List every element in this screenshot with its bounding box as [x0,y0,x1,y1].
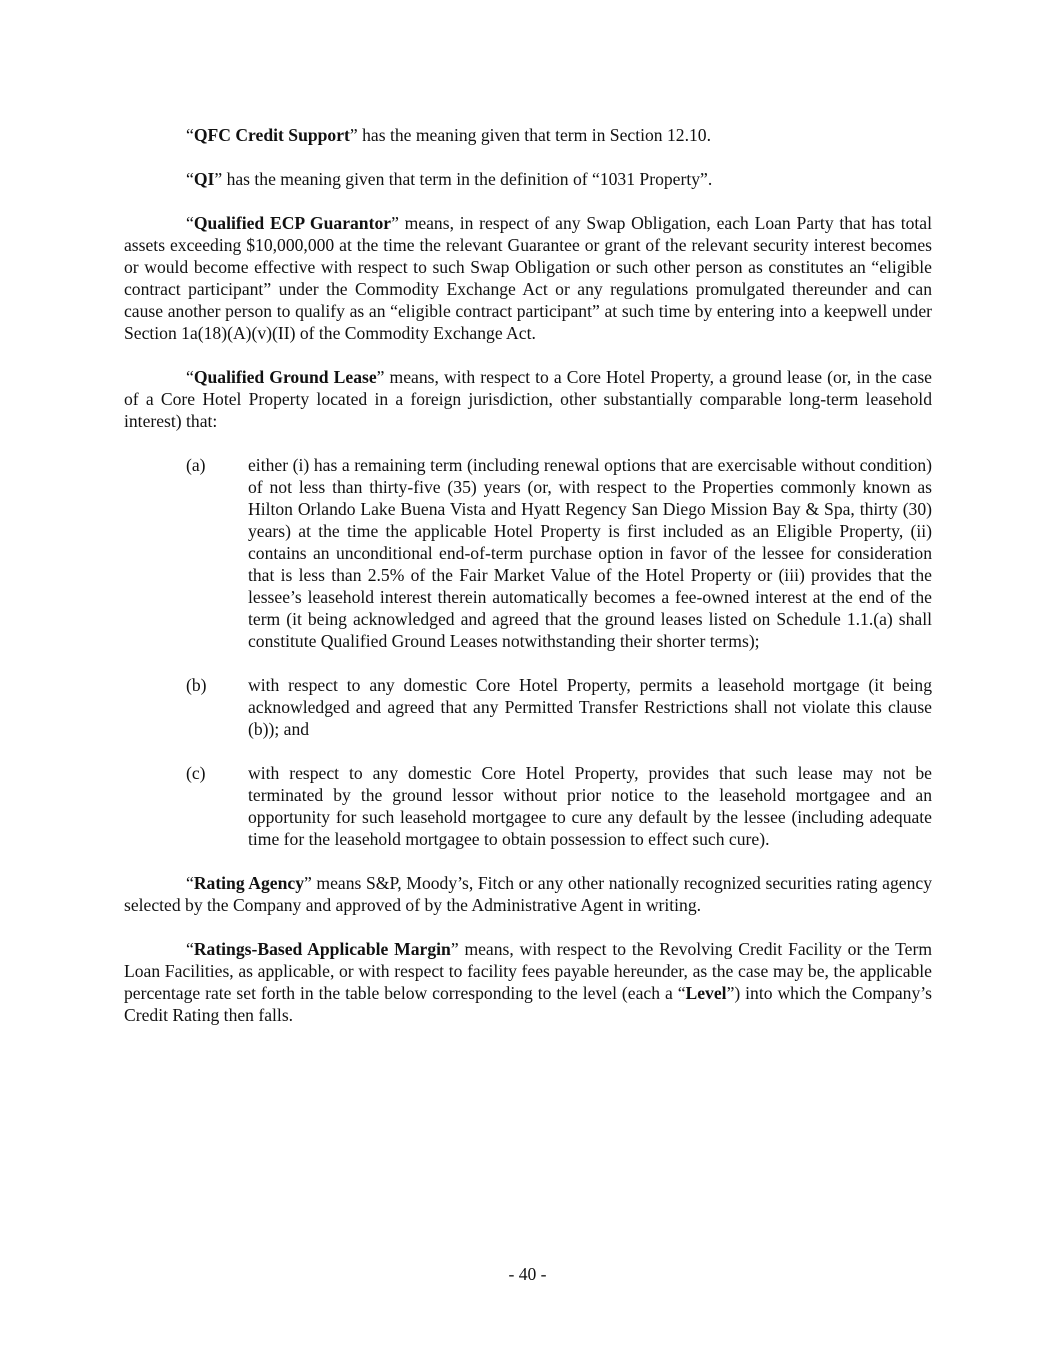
definition-text: ” means, in respect of any Swap Obligation, each Loan Party that has total assets exceeding $10,000,000 at the time the relevant Guarantee or grant of the relevant security interest becomes or would become effective with respect to such Swap Obligation or such other person as constitutes an “eligible contract participant” under the Commodity Exchange Act or any regulations promulgated thereunder and can cause another person to qualify as an “eligible contract participant” at such time by entering into a keepwell under Section 1a(18)(A)(v)(II) of the Commodity Exchange Act. [124,213,932,343]
clause-label: (a) [186,455,206,475]
definition-text: ” has the meaning given that term in Section 12.10. [349,125,711,145]
defined-term: Rating Agency [193,873,304,893]
definition-qualified-ecp-guarantor: “Qualified ECP Guarantor” means, in respect of any Swap Obligation, each Loan Party that has total assets exceeding $10,000,000 at the time the relevant Guarantee or grant of the relevant security interest becomes or would become effective with respect to such Swap Obligation or such other person as constitutes an “eligible contract participant” under the Commodity Exchange Act or any regulations promulgated thereunder and can cause another person to qualify as an “eligible contract participant” at such time by entering into a keepwell under Section 1a(18)(A)(v)(II) of the Commodity Exchange Act. [124,213,932,343]
definition-qi: “QI” has the meaning given that term in the definition of “1031 Property”. [186,169,713,189]
ground-lease-clauses [124,454,932,850]
defined-term: Ratings-Based Applicable Margin [193,939,451,959]
definition-ratings-based-applicable-margin: “Ratings-Based Applicable Margin” means, with respect to the Revolving Credit Facility or the Term Loan Facilities, as applicable, or with respect to facility fees payable hereunder, as the case may be, the applicable percentage rate set forth in the table below corresponding to the level (each a “Level”) into which the Company’s Credit Rating then falls. [124,939,932,1025]
defined-term: QI [193,169,215,189]
definition-text: ” means S&P, Moody’s, Fitch or any other nationally recognized securities rating agency selected by the Company and approved of by the Administrative Agent in writing. [124,873,932,915]
definition-text: ” means, with respect to the Revolving Credit Facility or the Term Loan Facilities, as applicable, or with respect to facility fees payable hereunder, as the case may be, the applicable percentage rate set forth in the table below corresponding to the level (each a “ [124,939,932,1003]
clause-text: with respect to any domestic Core Hotel Property, provides that such lease may not be terminated by the ground lessor without prior notice to the leasehold mortgagee and an opportunity for such leasehold mortgagee to cure any default by the lessee (including adequate time for the leasehold mortgagee to obtain possession to effect such cure). [248,763,932,849]
definition-text: ” has the meaning given that term in the definition of “1031 Property”. [214,169,713,189]
clause-label: (b) [186,675,207,695]
definition-rating-agency: “Rating Agency” means S&P, Moody’s, Fitch or any other nationally recognized securities rating agency selected by the Company and approved of by the Administrative Agent in writing. [124,873,932,915]
page-body [124,124,932,1048]
clause-item [124,674,932,740]
defined-term-level: Level [685,983,727,1003]
definition-qfc-credit-support: “QFC Credit Support” has the meaning given that term in Section 12.10. [186,125,711,145]
clause-item [124,454,932,652]
clause-label: (c) [186,763,206,783]
clause-text: with respect to any domestic Core Hotel Property, permits a leasehold mortgage (it being acknowledged and agreed that any Permitted Transfer Restrictions shall not violate this clause (b)); and [248,675,932,739]
definition-text-end: ”) into which the Company’s Credit Rating then falls. [124,983,932,1025]
definition-text: ” means, with respect to a Core Hotel Property, a ground lease (or, in the case of a Core Hotel Property located in a foreign jurisdiction, other substantially comparable long-term leasehold interest) that: [124,367,932,431]
definition-qualified-ground-lease: “Qualified Ground Lease” means, with respect to a Core Hotel Property, a ground lease (or, in the case of a Core Hotel Property located in a foreign jurisdiction, other substantially comparable long-term leasehold interest) that: [124,367,932,431]
clause-text: either (i) has a remaining term (including renewal options that are exercisable without condition) of not less than thirty-five (35) years (or, with respect to the Properties commonly known as Hilton Orlando Lake Buena Vista and Hyatt Regency San Diego Mission Bay & Spa, thirty (30) years) at the time the applicable Hotel Property is first included as an Eligible Property, (ii) contains an unconditional end-of-term purchase option in favor of the lessee for consideration that is less than 2.5% of the Fair Market Value of the Hotel Property or (iii) provides that the lessee’s leasehold interest therein automatically becomes a fee-owned interest at the end of the term (it being acknowledged and agreed that the ground leases listed on Schedule 1.1.(a) shall constitute Qualified Ground Leases notwithstanding their shorter terms); [248,455,932,651]
page-number: - 40 - [508,1264,547,1284]
defined-term: Qualified ECP Guarantor [193,213,392,233]
clause-item [124,762,932,850]
defined-term: Qualified Ground Lease [193,367,377,387]
defined-term: QFC Credit Support [193,125,350,145]
